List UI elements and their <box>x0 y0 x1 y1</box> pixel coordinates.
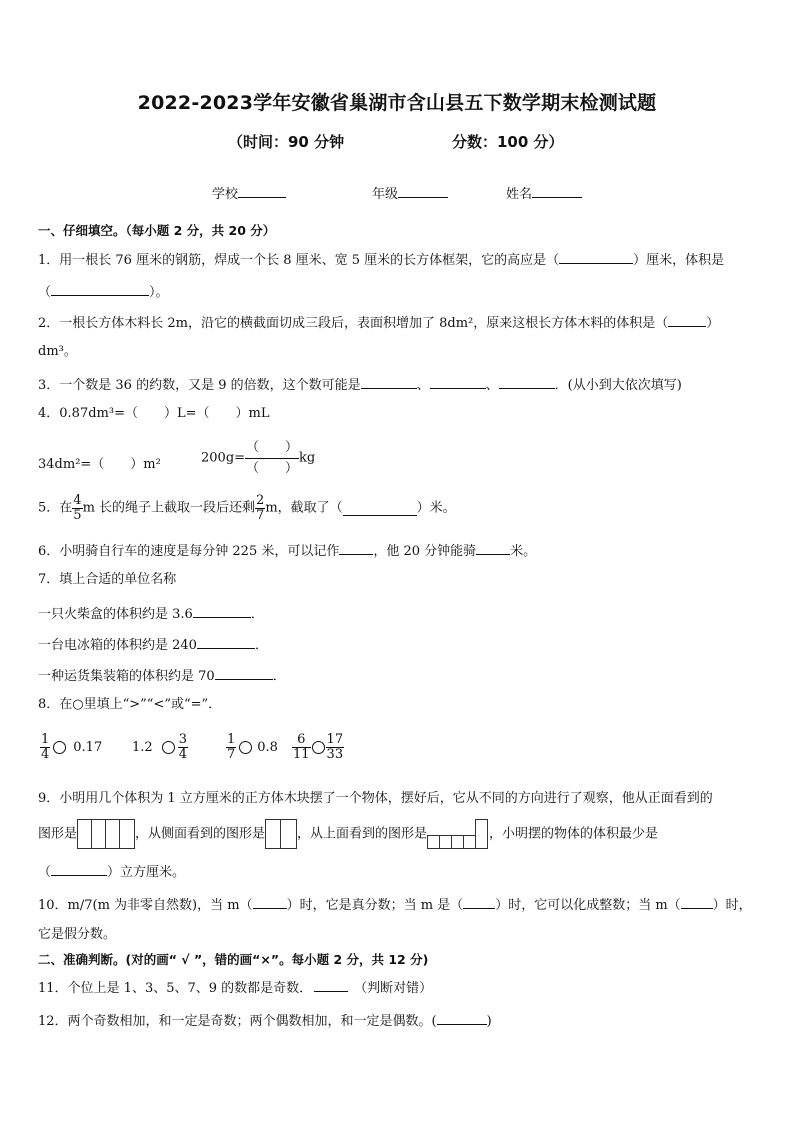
q3-line <box>38 375 682 394</box>
section1-title: 一、仔细填空。（每小题 2 分，共 20 分） <box>38 223 276 238</box>
q7-item-2 <box>38 635 268 654</box>
q9-text-c: ，从侧面看到的图形是 <box>135 826 266 842</box>
q12-text-b: ) <box>486 1014 492 1029</box>
q8-title: 8．在○里填上“>”“<”或“=”． <box>38 697 222 712</box>
q7-title: 7．填上合适的单位名称 <box>38 572 177 587</box>
q8-i4-den: 11 <box>293 747 310 762</box>
q10-text-a: 10．m/7(m 为非零自然数)，当 m（ <box>38 898 253 913</box>
q5-line <box>38 494 456 523</box>
q11-line <box>38 978 432 997</box>
q6-blank-1[interactable] <box>339 541 373 555</box>
q8-i3-circle[interactable] <box>239 741 252 754</box>
q8-i1-den: 4 <box>41 747 50 762</box>
q8-i4-fraction-right <box>326 733 345 762</box>
q7-item3-text: 一种运货集装箱的体积约是 70 <box>38 669 215 684</box>
q5-text-b: m 长的绳子上截取一段后还剩 <box>82 500 256 516</box>
q10-line2: 它是假分数。 <box>38 927 117 942</box>
q3-blank-2[interactable] <box>430 375 486 389</box>
score-label: 分数：100 分） <box>452 133 564 151</box>
q5-f1-den: 5 <box>73 508 82 523</box>
q4-area-conv: 34dm²=（ ）m² <box>38 457 161 472</box>
q8-i1-num: 1 <box>41 732 50 747</box>
q10-blank-3[interactable] <box>681 895 713 909</box>
q1-text-b: ）厘米，体积是 <box>633 253 725 268</box>
q5-text-c: m，截取了（ <box>265 500 343 516</box>
page-title: 2022-2023学年安徽省巢湖市含山县五下数学期末检测试题 <box>137 92 657 114</box>
q8-i4-right-num: 17 <box>326 732 344 747</box>
q3-sep-2: 、 <box>485 378 499 393</box>
q7-item2-text: 一台电冰箱的体积约是 240 <box>38 638 197 653</box>
q6-text-a: 6．小明骑自行车的速度是每分钟 225 米，可以记作 <box>38 544 340 559</box>
q5-text-a: 5．在 <box>38 500 73 516</box>
q10-text-b: ）时，它是真分数；当 m 是（ <box>286 898 464 913</box>
name-blank[interactable] <box>532 184 582 198</box>
q7-dot-1: ． <box>250 607 264 622</box>
q2-text-b: ） <box>706 316 720 331</box>
q8-item-4 <box>292 733 344 762</box>
time-label: （时间：90 分钟 <box>228 133 345 151</box>
q8-i3-right: 0.8 <box>257 740 278 755</box>
q8-i2-den: 4 <box>178 747 187 762</box>
q8-i4-num: 6 <box>292 733 311 748</box>
q2-line1 <box>38 313 719 332</box>
q4-line1: 4．0.87dm³=（ ）L=（ ）mL <box>38 406 270 421</box>
q7-item-3 <box>38 666 286 685</box>
q1-blank-2[interactable] <box>51 282 149 296</box>
q6-blank-2[interactable] <box>476 541 510 555</box>
q4-fraction <box>245 438 299 479</box>
q4-mass-text: 200g= <box>201 450 246 466</box>
q12-blank[interactable] <box>437 1011 487 1025</box>
section2-title: 二、准确判断。(对的画“ √ ”，错的画“×”。每小题 2 分，共 12 分) <box>38 952 429 967</box>
school-field <box>212 183 286 202</box>
q8-i2-left: 1.2 <box>132 740 153 755</box>
q7-dot-2: ． <box>254 638 268 653</box>
q5-f2-den: 7 <box>256 508 265 523</box>
q3-blank-1[interactable] <box>361 375 417 389</box>
q9-text-d: ，从上面看到的图形是 <box>297 826 428 842</box>
q1-text-a: 1．用一根长 76 厘米的钢筋，焊成一个长 8 厘米、宽 5 厘米的长方体框架，它的高应是（ <box>38 253 560 268</box>
q1-line1 <box>38 250 724 269</box>
q2-line2: dm³。 <box>38 344 77 359</box>
q8-i4-circle[interactable] <box>312 741 325 754</box>
q9-text-f: （ <box>38 865 52 880</box>
q10-blank-2[interactable] <box>463 895 495 909</box>
q7-blank-2[interactable] <box>197 635 255 649</box>
q9-text-g: ）立方厘米。 <box>107 865 186 880</box>
q12-line <box>38 1011 492 1030</box>
q11-text-a: 11．个位上是 1、3、5、7、9 的数都是奇数． <box>38 981 313 996</box>
q9-line2 <box>38 819 658 850</box>
q10-blank-1[interactable] <box>253 895 287 909</box>
q8-i2-circle[interactable] <box>162 741 175 754</box>
q9-text-e: ，小明摆的物体的体积最少是 <box>489 826 659 842</box>
grade-field <box>372 183 448 202</box>
q6-text-c: 米。 <box>510 544 537 559</box>
q1-blank-1[interactable] <box>559 250 633 264</box>
q9-line3 <box>38 862 185 881</box>
q2-text-a: 2．一根长方体木料长 2m，沿它的横截面切成三段后，表面积增加了 8dm²，原来这根长方体木料的体积是（ <box>38 316 669 331</box>
q4-kg-unit: kg <box>299 450 316 466</box>
q5-fraction-2 <box>255 494 265 523</box>
q9-text-b: 图形是 <box>38 826 78 842</box>
q1-line2 <box>38 282 169 301</box>
q8-i4-right-den: 33 <box>326 747 344 762</box>
school-label: 学校 <box>212 187 239 202</box>
q1-text-c: （ <box>38 285 52 300</box>
q10-line1 <box>38 895 752 914</box>
q8-i1-right: 0.17 <box>73 740 103 755</box>
q6-text-b: ，他 20 分钟能骑 <box>373 544 477 559</box>
q6-line <box>38 541 536 560</box>
q5-f2-num: 2 <box>256 493 265 508</box>
q4-fraction-den[interactable]: （ ） <box>246 461 299 476</box>
q7-item1-text: 一只火柴盒的体积约是 3.6 <box>38 607 193 622</box>
name-label: 姓名 <box>506 187 533 202</box>
q4-mass-conv <box>201 438 315 479</box>
grade-blank[interactable] <box>398 184 448 198</box>
q10-text-d: ）时， <box>712 898 752 913</box>
q8-i2-fraction <box>178 733 188 762</box>
q5-text-d: ）米。 <box>416 500 456 516</box>
q3-sep-1: 、 <box>416 378 430 393</box>
q8-i3-fraction <box>226 733 236 762</box>
q7-blank-3[interactable] <box>215 666 273 680</box>
q5-f1-num: 4 <box>73 493 82 508</box>
school-blank[interactable] <box>238 184 286 198</box>
q3-text-b: ．(从小到大依次填写) <box>554 378 682 393</box>
q8-i1-circle[interactable] <box>53 741 66 754</box>
q8-item-1 <box>40 733 102 762</box>
grade-label: 年级 <box>372 187 399 202</box>
q1-text-d: ）。 <box>149 285 169 300</box>
q2-blank[interactable] <box>668 313 706 327</box>
q12-text-a: 12．两个奇数相加，和一定是奇数；两个偶数相加，和一定是偶数。( <box>38 1014 437 1029</box>
q9-side-view-figure <box>265 819 297 850</box>
q4-fraction-num[interactable]: （ ） <box>245 438 299 459</box>
q5-fraction-1 <box>72 494 82 523</box>
q7-item-1 <box>38 604 264 623</box>
q8-i3-den: 7 <box>227 747 236 762</box>
q9-front-view-figure <box>77 819 135 849</box>
q9-blank[interactable] <box>51 862 107 876</box>
q9-line1: 9．小明用几个体积为 1 立方厘米的正方体木块摆了一个物体，摆好后，它从不同的方向进行了观察，他从正面看到的 <box>38 791 713 806</box>
q11-text-b: （判断对错） <box>354 981 433 996</box>
q10-text-c: ）时，它可以化成整数；当 m（ <box>495 898 681 913</box>
q8-i3-num: 1 <box>227 732 236 747</box>
q7-blank-1[interactable] <box>193 604 251 618</box>
q8-i2-num: 3 <box>178 732 187 747</box>
q8-item-3 <box>226 733 278 762</box>
q8-i4-fraction-left <box>292 733 311 762</box>
q11-blank[interactable] <box>314 978 348 992</box>
q8-item-2 <box>132 733 188 762</box>
q5-blank[interactable] <box>343 502 417 516</box>
q7-dot-3: ． <box>272 669 286 684</box>
q3-text-a: 3．一个数是 36 的约数，又是 9 的倍数，这个数可能是 <box>38 378 361 393</box>
q8-i1-fraction <box>40 733 50 762</box>
q3-blank-3[interactable] <box>499 375 555 389</box>
q9-top-view-figure <box>427 819 489 849</box>
name-field <box>506 183 582 202</box>
